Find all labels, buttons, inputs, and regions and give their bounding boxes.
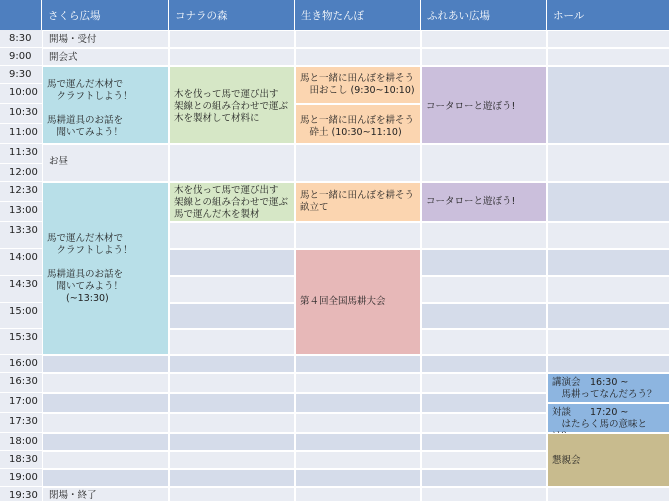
- empty-cell: [295, 355, 421, 373]
- empty-cell: [547, 182, 670, 222]
- empty-cell: [42, 413, 169, 433]
- empty-cell: [295, 30, 421, 48]
- empty-cell: [42, 433, 169, 451]
- time-label: 8:30: [0, 30, 42, 48]
- empty-cell: [169, 222, 295, 249]
- empty-cell: [295, 413, 421, 433]
- empty-cell: [421, 30, 547, 48]
- empty-cell: [421, 373, 547, 393]
- event-hall-party: 懇親会: [547, 433, 670, 487]
- event-fureai-kotaro-am: コータローと遊ぼう!: [421, 66, 547, 144]
- event-hall-dialogue: 対談 17:20 ~ はたらく馬の意味と: [547, 403, 670, 433]
- time-label: 13:00: [0, 202, 42, 222]
- empty-cell: [295, 48, 421, 66]
- empty-cell: [169, 276, 295, 303]
- time-label: 18:30: [0, 451, 42, 469]
- time-label: 19:00: [0, 469, 42, 487]
- empty-cell: [421, 433, 547, 451]
- time-label: 11:30: [0, 144, 42, 164]
- header-konara-forest: コナラの森: [169, 0, 295, 30]
- empty-cell: [295, 222, 421, 249]
- time-label: 14:00: [0, 249, 42, 276]
- empty-cell: [42, 393, 169, 413]
- header-fureai-plaza: ふれあい広場: [421, 0, 547, 30]
- time-label: 12:30: [0, 182, 42, 202]
- empty-cell: [295, 144, 421, 182]
- time-label: 11:00: [0, 124, 42, 144]
- empty-cell: [169, 393, 295, 413]
- empty-cell: [421, 469, 547, 487]
- empty-cell: [547, 48, 670, 66]
- event-closing: 閉場・終了: [42, 487, 169, 502]
- empty-cell: [42, 451, 169, 469]
- empty-cell: [547, 249, 670, 276]
- empty-cell: [547, 144, 670, 182]
- empty-cell: [169, 433, 295, 451]
- empty-cell: [421, 276, 547, 303]
- empty-cell: [169, 469, 295, 487]
- event-fureai-kotaro-pm: コータローと遊ぼう!: [421, 182, 547, 222]
- empty-cell: [169, 355, 295, 373]
- event-hall-lecture: 講演会 16:30 ~ 馬耕ってなんだろう？: [547, 373, 670, 403]
- empty-cell: [421, 48, 547, 66]
- empty-cell: [295, 393, 421, 413]
- time-label: 14:30: [0, 276, 42, 303]
- empty-cell: [169, 329, 295, 355]
- empty-cell: [295, 451, 421, 469]
- time-label: 13:30: [0, 222, 42, 249]
- empty-cell: [295, 433, 421, 451]
- time-label: 18:00: [0, 433, 42, 451]
- empty-cell: [421, 355, 547, 373]
- empty-cell: [169, 144, 295, 182]
- empty-cell: [547, 276, 670, 303]
- empty-cell: [169, 451, 295, 469]
- empty-cell: [547, 487, 670, 502]
- header-sakura-plaza: さくら広場: [42, 0, 169, 30]
- time-label: 17:00: [0, 393, 42, 413]
- time-label: 9:30: [0, 66, 42, 84]
- empty-cell: [169, 249, 295, 276]
- event-open-reception: 開場・受付: [42, 30, 169, 48]
- empty-cell: [421, 487, 547, 502]
- empty-cell: [547, 222, 670, 249]
- empty-cell: [421, 329, 547, 355]
- empty-cell: [169, 413, 295, 433]
- time-label: 12:00: [0, 164, 42, 182]
- empty-cell: [42, 469, 169, 487]
- time-label: 10:00: [0, 84, 42, 104]
- time-label: 16:00: [0, 355, 42, 373]
- header-ikimono-tanbo: 生き物たんぼ: [295, 0, 421, 30]
- empty-cell: [42, 355, 169, 373]
- time-label: 15:00: [0, 303, 42, 329]
- header-hall: ホール: [547, 0, 670, 30]
- empty-cell: [421, 303, 547, 329]
- empty-cell: [295, 487, 421, 502]
- empty-cell: [295, 373, 421, 393]
- empty-cell: [169, 48, 295, 66]
- empty-cell: [547, 303, 670, 329]
- time-label: 15:30: [0, 329, 42, 355]
- empty-cell: [169, 303, 295, 329]
- empty-cell: [421, 393, 547, 413]
- empty-cell: [421, 413, 547, 433]
- time-label: 17:30: [0, 413, 42, 433]
- empty-cell: [42, 373, 169, 393]
- event-opening-ceremony: 開会式: [42, 48, 169, 66]
- empty-cell: [547, 329, 670, 355]
- event-plowing-tournament: 第４回全国馬耕大会: [295, 249, 421, 355]
- time-label: 9:00: [0, 48, 42, 66]
- empty-cell: [547, 30, 670, 48]
- event-lunch: お昼: [42, 144, 169, 182]
- event-sakura-craft-am: 馬で運んだ木材で クラフトしよう！ 馬耕道具のお話を 聞いてみよう！: [42, 66, 169, 144]
- event-tanbo-saido: 馬と一緒に田んぼを耕そう 砕土 (10:30~11:10): [295, 104, 421, 144]
- empty-cell: [421, 222, 547, 249]
- empty-cell: [421, 144, 547, 182]
- time-label: 16:30: [0, 373, 42, 393]
- empty-cell: [547, 355, 670, 373]
- time-label: 10:30: [0, 104, 42, 124]
- empty-cell: [421, 451, 547, 469]
- empty-cell: [169, 30, 295, 48]
- empty-cell: [169, 487, 295, 502]
- empty-cell: [547, 66, 670, 144]
- empty-cell: [169, 373, 295, 393]
- event-tanbo-unedate: 馬と一緒に田んぼを耕そう 畝立て: [295, 182, 421, 222]
- event-konara-logging-am: 木を伐って馬で運び出す 架線との組み合わせで運ぶ 木を製材して材料に: [169, 66, 295, 144]
- empty-cell: [295, 469, 421, 487]
- header-corner: [0, 0, 42, 30]
- event-konara-logging-pm: 木を伐って馬で運び出す 架線との組み合わせで運ぶ 馬で運んだ木を製材: [169, 182, 295, 222]
- empty-cell: [421, 249, 547, 276]
- event-sakura-craft-pm: 馬で運んだ木材で クラフトしよう！ 馬耕道具のお話を 聞いてみよう！ (~13:30): [42, 182, 169, 355]
- event-tanbo-taokoshi: 馬と一緒に田んぼを耕そう 田おこし (9:30~10:10): [295, 66, 421, 104]
- time-label: 19:30: [0, 487, 42, 502]
